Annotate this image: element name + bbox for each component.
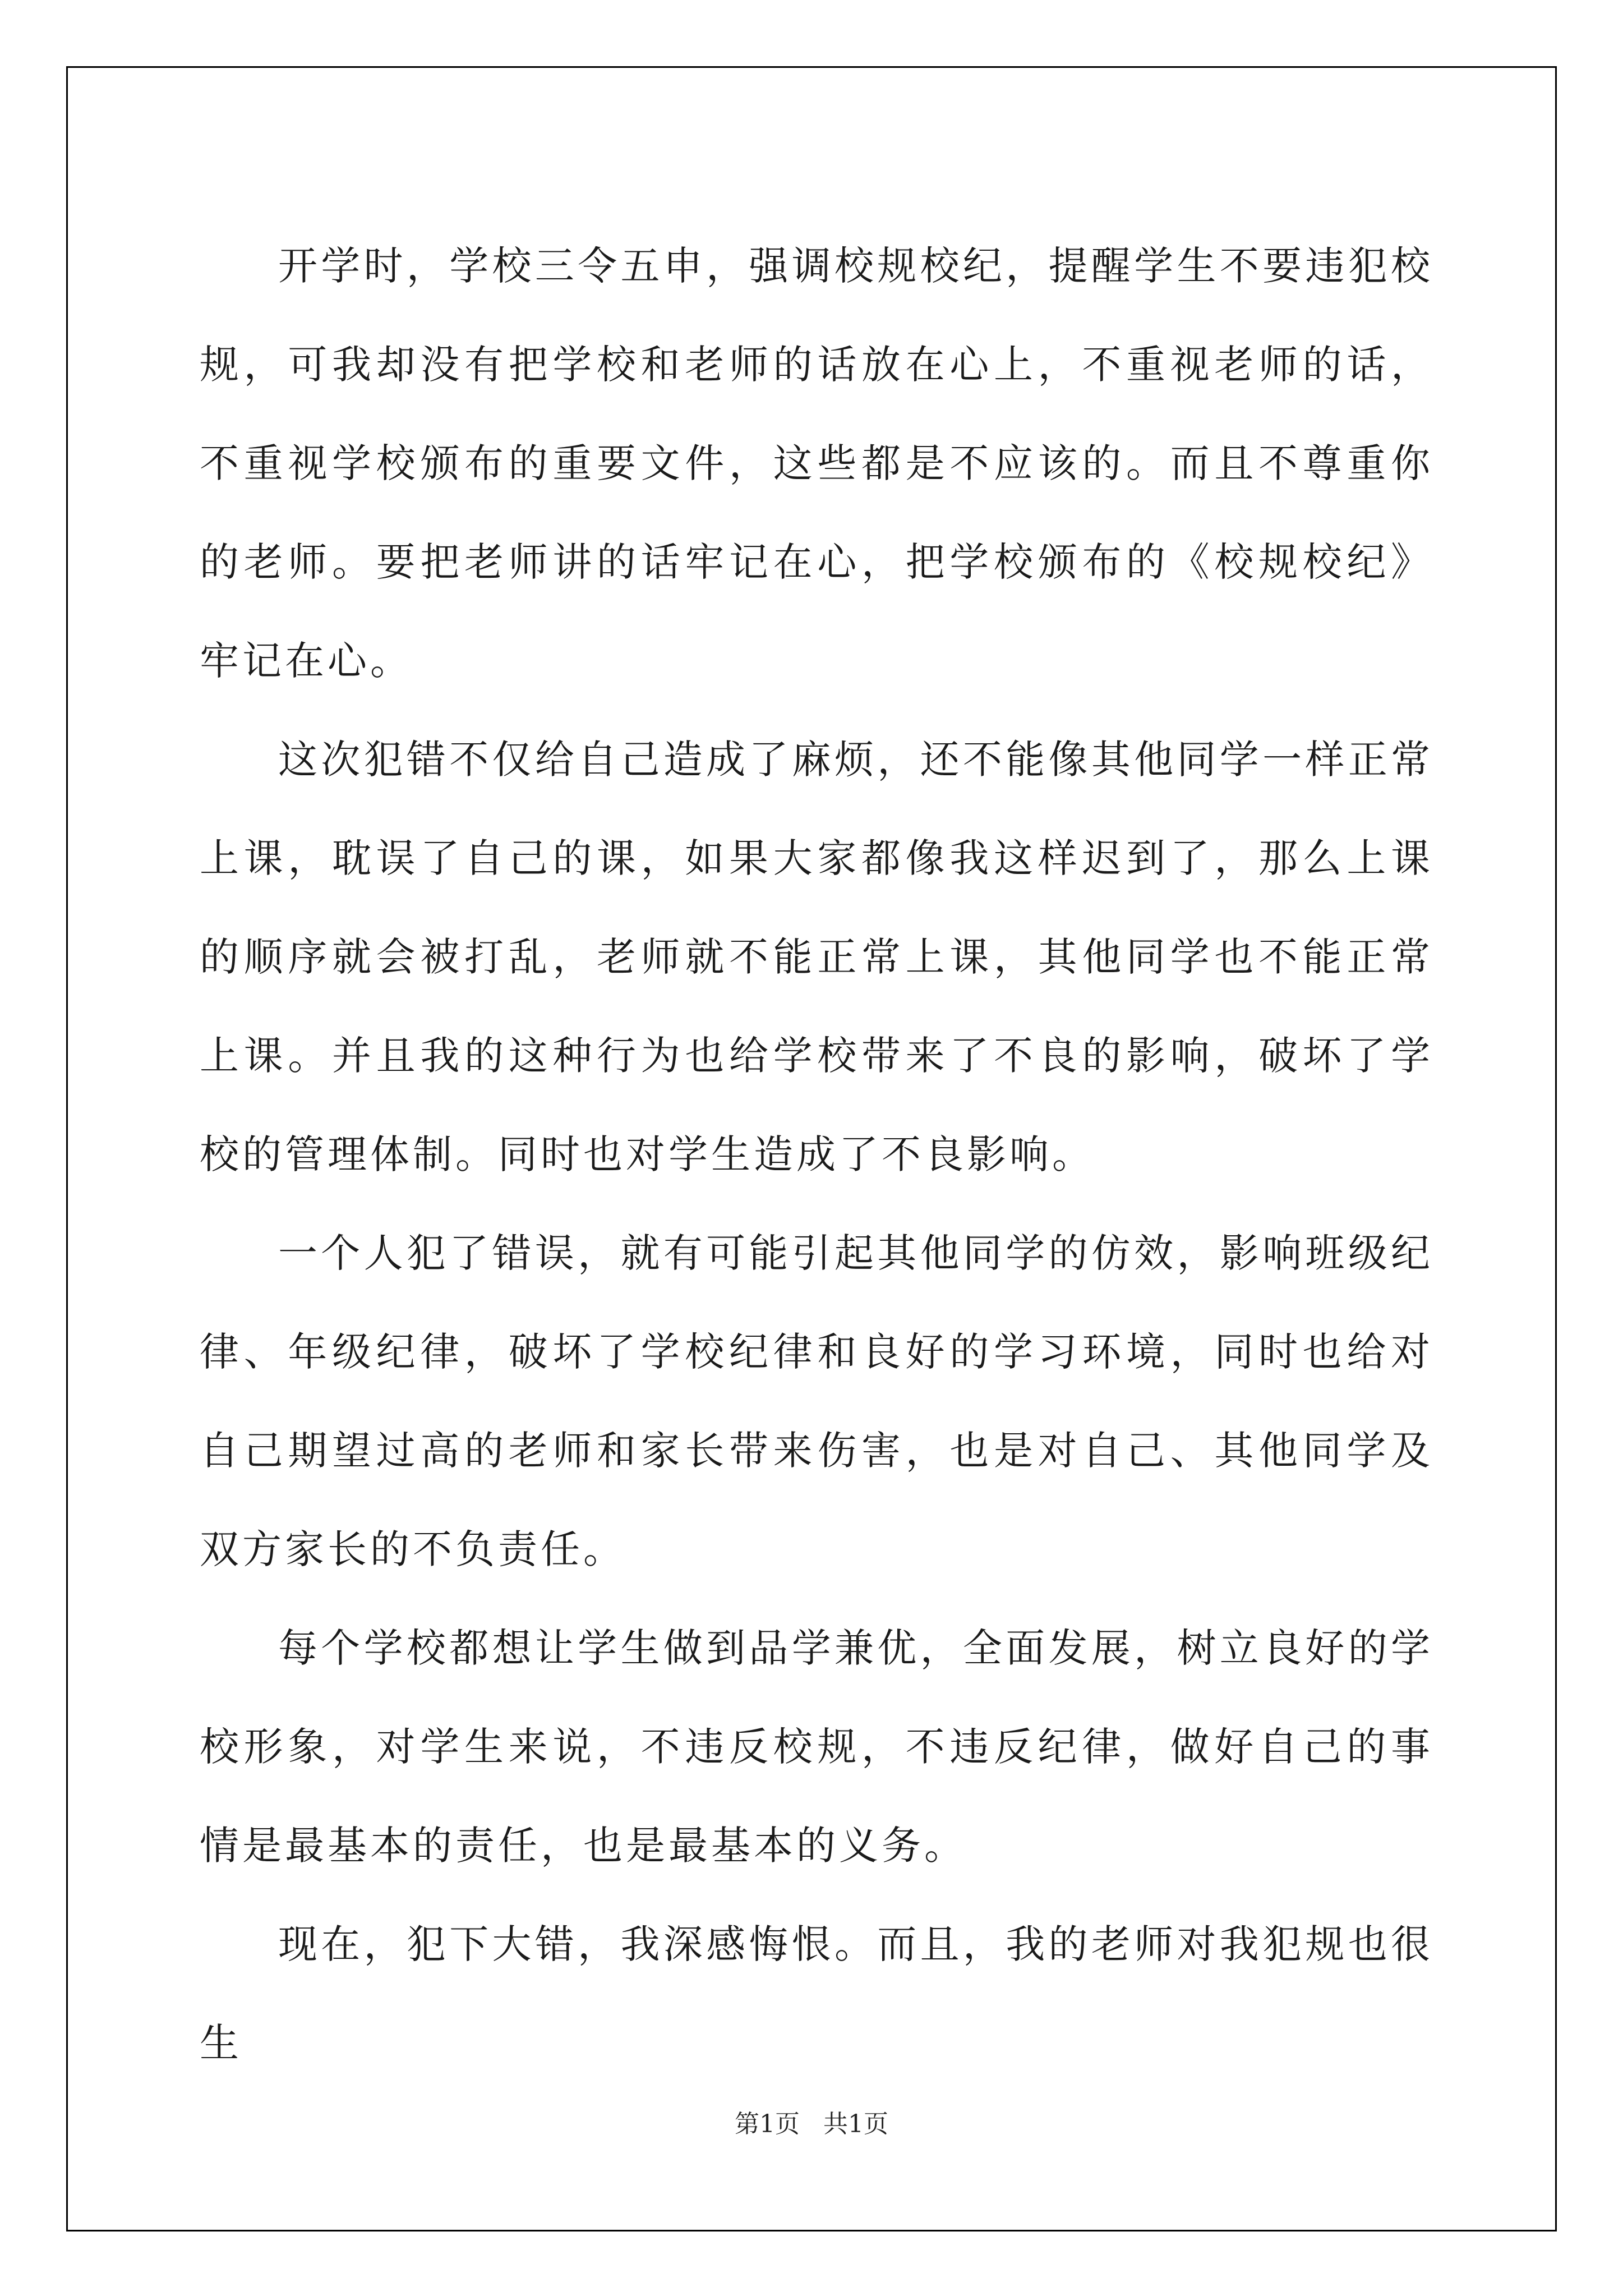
paragraph-2: 这次犯错不仅给自己造成了麻烦，还不能像其他同学一样正常上课，耽误了自己的课，如果大家都像我这样迟到了，那么上课的顺序就会被打乱，老师就不能正常上课，其他同学也不能正常上课。并且我的这种行为也给学校带来了不良的影响，破坏了学校的管理体制。同时也对学生造成了不良影响。 xyxy=(200,737,1433,1177)
paragraph-5: 现在，犯下大错，我深感悔恨。而且，我的老师对我犯规也很生 xyxy=(200,1921,1433,2066)
document-body xyxy=(200,217,1433,2092)
paragraph-4: 每个学校都想让学生做到品学兼优，全面发展，树立良好的学校形象，对学生来说，不违反校规，不违反纪律，做好自己的事情是最基本的责任，也是最基本的义务。 xyxy=(200,1625,1433,1869)
paragraph-1: 开学时，学校三令五申，强调校规校纪，提醒学生不要违犯校规，可我却没有把学校和老师的话放在心上，不重视老师的话，不重视学校颁布的重要文件，这些都是不应该的。而且不尊重你的老师。要把老师讲的话牢记在心，把学校颁布的《校规校纪》牢记在心。 xyxy=(200,243,1433,684)
page-number-footer: 第1页 共1页 xyxy=(735,2110,888,2138)
paragraph-3: 一个人犯了错误，就有可能引起其他同学的仿效，影响班级纪律、年级纪律，破坏了学校纪律和良好的学习环境，同时也给对自己期望过高的老师和家长带来伤害，也是对自己、其他同学及双方家长的不负责任。 xyxy=(200,1230,1433,1572)
